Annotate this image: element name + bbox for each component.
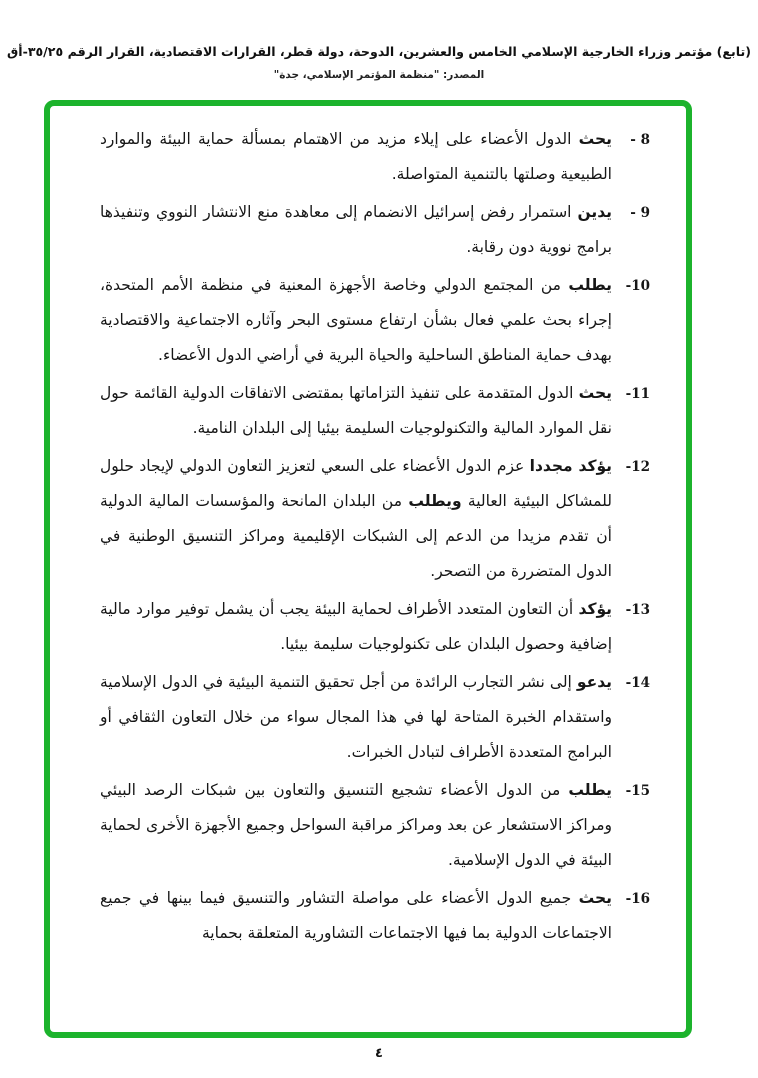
resolution-item xyxy=(100,773,650,878)
item-operative-verb: يؤكد مجددا xyxy=(529,457,613,475)
resolution-code: ٣٥/٢٥-أق xyxy=(7,44,64,59)
resolution-item xyxy=(100,195,650,265)
header-source: المصدر: "منظمة المؤتمر الإسلامي، جدة" xyxy=(273,69,485,81)
page-number: ٤ xyxy=(375,1046,383,1061)
item-operative-verb: يحث xyxy=(578,889,612,907)
item-body-text: إلى نشر التجارب الرائدة من أجل تحقيق التنمية البيئية في الدول الإسلامية واستقدام الخبرة المتاحة لها في هذا المجال سواء من خلال التعاون الثقافي أو البرامج المتعددة الأطراف لتبادل الخبرات. xyxy=(100,673,612,761)
resolution-item xyxy=(100,268,650,373)
resolution-item xyxy=(100,665,650,770)
item-operative-verb: ويطلب xyxy=(408,492,462,510)
item-operative-verb: يؤكد xyxy=(578,600,612,618)
item-number: 11- xyxy=(625,386,650,402)
item-number: 8 - xyxy=(630,132,650,148)
item-text xyxy=(100,592,612,662)
item-body-text: استمرار رفض إسرائيل الانضمام إلى معاهدة منع الانتشار النووي وتنفيذها برامج نووية دون رقابة. xyxy=(100,203,612,256)
item-body-text: جميع الدول الأعضاء على مواصلة التشاور والتنسيق فيما بينها في جميع الاجتماعات الدولية بما فيها الاجتماعات التشاورية المتعلقة بحماية xyxy=(100,889,612,942)
item-body-text: من الدول الأعضاء تشجيع التنسيق والتعاون بين شبكات الرصد البيئي ومراكز الاستشعار عن بعد ومراكز مراقبة السواحل وجميع الأجهزة الأخرى لحماية البيئة في الدول الإسلامية. xyxy=(100,781,612,869)
item-operative-verb: يحث xyxy=(578,130,612,148)
item-number: 16- xyxy=(625,891,650,907)
item-text xyxy=(100,773,612,878)
item-operative-verb: يدعو xyxy=(576,673,612,691)
resolution-items-list xyxy=(50,106,686,951)
resolution-item xyxy=(100,881,650,951)
header-title xyxy=(0,44,758,59)
resolution-item xyxy=(100,376,650,446)
item-body-text: من البلدان المانحة والمؤسسات المالية الدولية أن تقدم مزيدا من الدعم إلى الشبكات الإقليمية ومراكز التنسيق الوطنية في الدول المتضررة من التصحر. xyxy=(100,492,612,580)
resolution-frame xyxy=(44,100,692,1038)
item-text xyxy=(100,449,612,589)
item-body-text: عزم الدول الأعضاء على السعي لتعزيز التعاون الدولي لإيجاد حلول للمشاكل البيئية العالية xyxy=(100,457,612,510)
resolution-item xyxy=(100,122,650,192)
item-body-text: أن التعاون المتعدد الأطراف لحماية البيئة يجب أن يشمل توفير موارد مالية إضافية وحصول البلدان على تكنولوجيات سليمة بيئيا. xyxy=(100,600,612,653)
item-body-text: الدول الأعضاء على إيلاء مزيد من الاهتمام بمسألة حماية البيئة والموارد الطبيعية وصلتها بالتنمية المتواصلة. xyxy=(100,130,612,183)
item-operative-verb: يطلب xyxy=(568,781,612,799)
item-text xyxy=(100,195,612,265)
item-number: 10- xyxy=(625,278,650,294)
item-operative-verb: يدين xyxy=(577,203,612,221)
item-body-text: الدول المتقدمة على تنفيذ التزاماتها بمقتضى الاتفاقات الدولية القائمة حول نقل الموارد المالية والتكنولوجيات السليمة بيئيا إلى البلدان النامية. xyxy=(100,384,612,437)
item-text xyxy=(100,376,612,446)
item-number: 9 - xyxy=(630,205,650,221)
item-operative-verb: يطلب xyxy=(568,276,612,294)
resolution-item xyxy=(100,592,650,662)
document-header xyxy=(0,0,758,81)
item-operative-verb: يحث xyxy=(578,384,612,402)
item-text xyxy=(100,881,612,951)
item-number: 15- xyxy=(625,783,650,799)
item-number: 12- xyxy=(625,459,650,475)
item-number: 14- xyxy=(625,675,650,691)
item-body-text: من المجتمع الدولي وخاصة الأجهزة المعنية في منظمة الأمم المتحدة، إجراء بحث علمي فعال بشأن ارتفاع مستوى البحر وآثاره الاجتماعية والاقتصادية بهدف حماية المناطق الساحلية والحياة البرية في أراضي الدول الأعضاء. xyxy=(100,276,612,364)
header-title-text: (تابع) مؤتمر وزراء الخارجية الإسلامي الخامس والعشرين، الدوحة، دولة قطر، القرارات الاقتصادية، القرار الرقم xyxy=(67,44,751,59)
resolution-item xyxy=(100,449,650,589)
item-text xyxy=(100,268,612,373)
item-number: 13- xyxy=(625,602,650,618)
item-text xyxy=(100,122,612,192)
item-text xyxy=(100,665,612,770)
